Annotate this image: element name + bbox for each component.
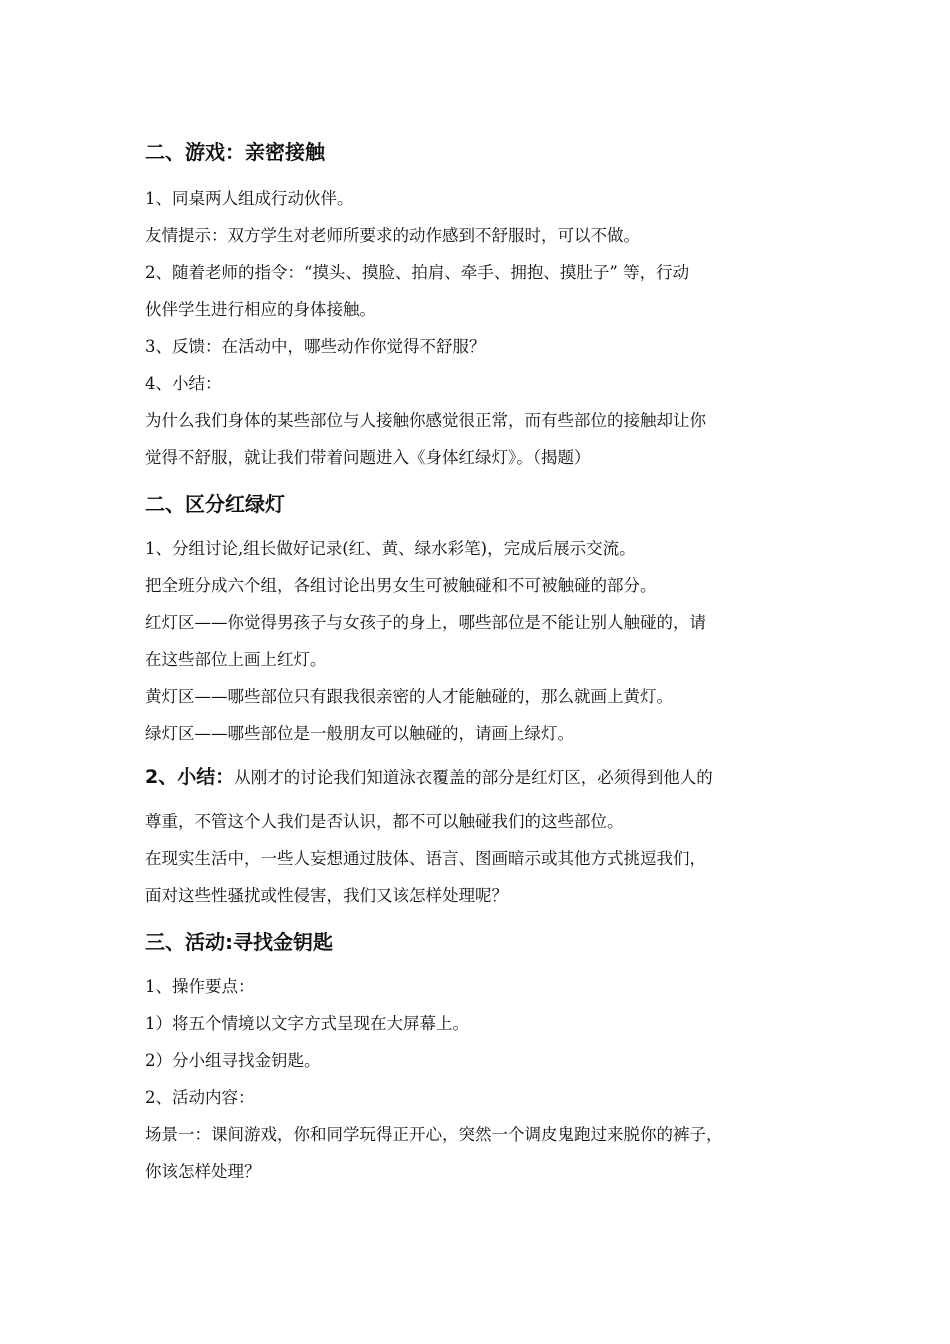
section-heading-traffic-lights: 二、区分红绿灯 <box>145 492 285 516</box>
text-line: 2）分小组寻找金钥匙。 <box>145 1051 321 1070</box>
summary-label: 2、小结： <box>145 766 235 788</box>
text-line: 场景一：课间游戏，你和同学玩得正开心，突然一个调皮鬼跑过来脱你的裤子， <box>145 1125 723 1144</box>
text-line: 3、反馈：在活动中，哪些动作你觉得不舒服？ <box>145 337 486 356</box>
text-line: 1）将五个情境以文字方式呈现在大屏幕上。 <box>145 1014 469 1033</box>
text-line: 为什么我们身体的某些部位与人接触你感觉很正常，而有些部位的接触却让你 <box>145 411 706 430</box>
text-line: 绿灯区——哪些部位是一般朋友可以触碰的，请画上绿灯。 <box>145 724 574 743</box>
document-page <box>145 128 825 1190</box>
text-line: 面对这些性骚扰或性侵害，我们又该怎样处理呢？ <box>145 886 508 905</box>
summary-text: 从刚才的讨论我们知道泳衣覆盖的部分是红灯区，必须得到他人的 <box>234 768 713 787</box>
text-line: 1、分组讨论,组长做好记录(红、黄、绿水彩笔)，完成后展示交流。 <box>145 539 636 558</box>
section-heading-golden-key: 三、活动:寻找金钥匙 <box>145 930 333 954</box>
text-line: 你该怎样处理？ <box>145 1162 261 1181</box>
text-line: 尊重，不管这个人我们是否认识，都不可以触碰我们的这些部位。 <box>145 812 624 831</box>
text-line: 在这些部位上画上红灯。 <box>145 650 327 669</box>
text-line: 1、操作要点： <box>145 977 255 996</box>
text-line: 友情提示：双方学生对老师所要求的动作感到不舒服时，可以不做。 <box>145 226 640 245</box>
section-heading-intimate-contact: 二、游戏：亲密接触 <box>145 140 325 164</box>
text-line: 红灯区——你觉得男孩子与女孩子的身上，哪些部位是不能让别人触碰的，请 <box>145 613 706 632</box>
summary-paragraph <box>145 762 825 793</box>
text-line: 2、随着老师的指令：“摸头、摸脸、拍肩、牵手、拥抱、摸肚子” 等，行动 <box>145 263 690 282</box>
text-line: 黄灯区——哪些部位只有跟我很亲密的人才能触碰的，那么就画上黄灯。 <box>145 687 673 706</box>
text-line: 觉得不舒服，就让我们带着问题进入《身体红绿灯》。（揭题） <box>145 448 591 467</box>
text-line: 1、同桌两人组成行动伙伴。 <box>145 189 354 208</box>
text-line: 在现实生活中，一些人妄想通过肢体、语言、图画暗示或其他方式挑逗我们， <box>145 849 706 868</box>
text-line: 4、小结： <box>145 374 222 393</box>
text-line: 伙伴学生进行相应的身体接触。 <box>145 300 376 319</box>
text-line: 2、活动内容： <box>145 1088 255 1107</box>
text-line: 把全班分成六个组，各组讨论出男女生可被触碰和不可被触碰的部分。 <box>145 576 657 595</box>
